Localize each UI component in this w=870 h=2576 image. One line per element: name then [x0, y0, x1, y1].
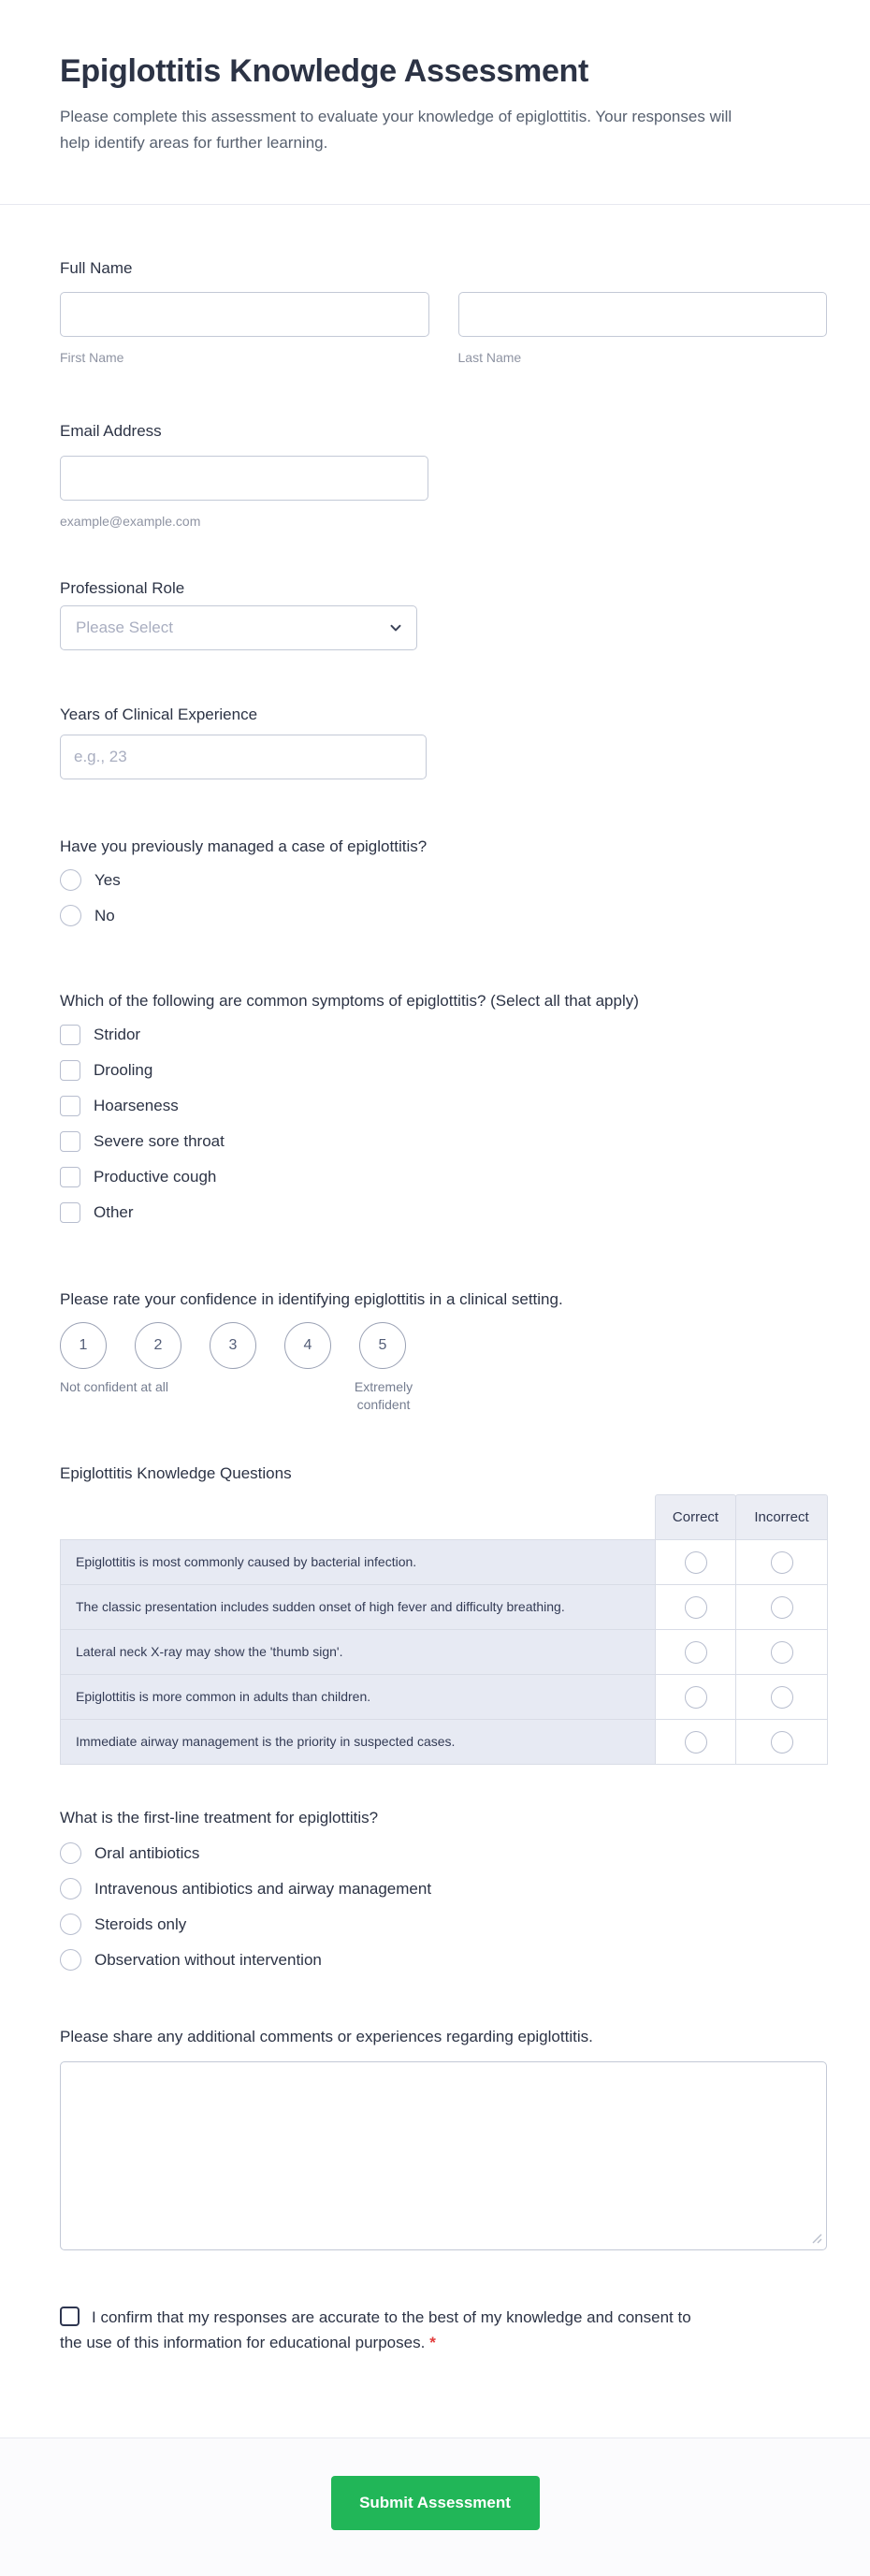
confidence-scale	[60, 1322, 827, 1412]
table-row	[60, 1674, 828, 1720]
symptom-hoarseness-option[interactable]	[60, 1096, 827, 1116]
consent-row	[60, 2305, 715, 2355]
symptom-sore-throat-label: Severe sore throat	[94, 1132, 225, 1150]
role-select[interactable]	[60, 605, 417, 650]
form-body	[0, 258, 870, 2438]
symptom-hoarseness-checkbox[interactable]	[60, 1096, 80, 1116]
treatment-observation-label: Observation without intervention	[94, 1950, 322, 1969]
question-managed-case	[60, 837, 827, 926]
knowledge-column-correct: Correct	[655, 1494, 736, 1540]
knowledge-heading: Epiglottitis Knowledge Questions	[60, 1464, 292, 1482]
symptom-drooling-option[interactable]	[60, 1060, 827, 1081]
correct-radio-cell	[655, 1629, 736, 1675]
first-name-sublabel: First Name	[60, 350, 124, 365]
row2-incorrect-radio[interactable]	[771, 1596, 793, 1619]
incorrect-radio-cell	[735, 1539, 828, 1585]
knowledge-header-row	[60, 1494, 828, 1540]
treatment-iv-radio[interactable]	[60, 1878, 81, 1899]
email-sublabel: example@example.com	[60, 514, 201, 529]
question-comments	[60, 2027, 827, 2255]
symptom-productive-cough-option[interactable]	[60, 1167, 827, 1187]
managed-yes-radio[interactable]	[60, 869, 81, 891]
symptom-stridor-option[interactable]	[60, 1025, 827, 1045]
symptom-stridor-label: Stridor	[94, 1026, 141, 1043]
scale-circle-5[interactable]: 5	[359, 1322, 406, 1369]
symptom-other-checkbox[interactable]	[60, 1202, 80, 1223]
managed-no-radio[interactable]	[60, 905, 81, 926]
symptom-drooling-label: Drooling	[94, 1061, 153, 1079]
comments-textarea[interactable]	[60, 2061, 827, 2250]
treatment-steroids-label: Steroids only	[94, 1914, 187, 1933]
question-knowledge-table	[60, 1463, 827, 1765]
scale-circle-4[interactable]: 4	[284, 1322, 331, 1369]
symptom-stridor-checkbox[interactable]	[60, 1025, 80, 1045]
symptom-productive-cough-label: Productive cough	[94, 1168, 217, 1186]
full-name-label: Full Name	[60, 259, 133, 277]
statement-cell: Epiglottitis is most commonly caused by bacterial infection.	[60, 1539, 656, 1585]
treatment-steroids-option[interactable]	[60, 1914, 827, 1935]
correct-radio-cell	[655, 1674, 736, 1720]
managed-case-label: Have you previously managed a case of epiglottitis?	[60, 837, 428, 855]
scale-max-label: Extremely confident	[354, 1379, 413, 1412]
form-header	[0, 0, 870, 205]
statement-cell: Immediate airway management is the priority in suspected cases.	[60, 1719, 656, 1765]
table-row	[60, 1629, 828, 1675]
question-experience	[60, 705, 827, 779]
row3-incorrect-radio[interactable]	[771, 1641, 793, 1664]
symptom-sore-throat-option[interactable]	[60, 1131, 827, 1152]
knowledge-column-incorrect: Incorrect	[735, 1494, 828, 1540]
table-row	[60, 1539, 828, 1585]
consent-checkbox[interactable]	[60, 2307, 80, 2326]
treatment-steroids-radio[interactable]	[60, 1914, 81, 1935]
managed-no-label: No	[94, 906, 115, 924]
last-name-input[interactable]	[458, 292, 828, 337]
symptom-productive-cough-checkbox[interactable]	[60, 1167, 80, 1187]
correct-radio-cell	[655, 1719, 736, 1765]
email-label: Email Address	[60, 422, 162, 440]
page-description: Please complete this assessment to evaluate your knowledge of epiglottitis. Your responses will help identify areas for further learning.	[60, 108, 732, 152]
last-name-sublabel: Last Name	[457, 350, 522, 365]
submit-button[interactable]: Submit Assessment	[331, 2476, 540, 2530]
managed-yes-label: Yes	[94, 870, 121, 889]
incorrect-radio-cell	[735, 1674, 828, 1720]
treatment-oral-option[interactable]	[60, 1842, 827, 1864]
incorrect-radio-cell	[735, 1629, 828, 1675]
treatment-observation-radio[interactable]	[60, 1949, 81, 1971]
scale-min-label: Not confident at all	[60, 1379, 168, 1394]
row5-incorrect-radio[interactable]	[771, 1731, 793, 1754]
symptom-other-option[interactable]	[60, 1202, 827, 1223]
row3-correct-radio[interactable]	[685, 1641, 707, 1664]
scale-circle-1[interactable]: 1	[60, 1322, 107, 1369]
scale-circle-2[interactable]: 2	[135, 1322, 181, 1369]
question-symptoms	[60, 991, 827, 1223]
treatment-oral-label: Oral antibiotics	[94, 1843, 200, 1862]
experience-input[interactable]	[60, 735, 427, 779]
symptom-drooling-checkbox[interactable]	[60, 1060, 80, 1081]
question-professional-role	[60, 578, 827, 650]
confidence-label: Please rate your confidence in identifying epiglottitis in a clinical setting.	[60, 1290, 563, 1308]
symptoms-label: Which of the following are common symptoms of epiglottitis? (Select all that apply)	[60, 992, 639, 1010]
row1-correct-radio[interactable]	[685, 1551, 707, 1574]
table-row	[60, 1719, 828, 1765]
page-title: Epiglottitis Knowledge Assessment	[60, 53, 589, 89]
treatment-observation-option[interactable]	[60, 1949, 827, 1971]
treatment-label: What is the first-line treatment for epiglottitis?	[60, 1809, 379, 1826]
question-full-name	[60, 258, 827, 365]
symptom-sore-throat-checkbox[interactable]	[60, 1131, 80, 1152]
question-confidence	[60, 1289, 827, 1412]
knowledge-table	[60, 1494, 828, 1765]
incorrect-radio-cell	[735, 1584, 828, 1630]
managed-no-option[interactable]	[60, 905, 827, 926]
managed-yes-option[interactable]	[60, 869, 827, 891]
symptom-hoarseness-label: Hoarseness	[94, 1097, 179, 1114]
table-row	[60, 1584, 828, 1630]
scale-circle-3[interactable]: 3	[210, 1322, 256, 1369]
row5-correct-radio[interactable]	[685, 1731, 707, 1754]
row4-correct-radio[interactable]	[685, 1686, 707, 1709]
required-asterisk: *	[429, 2334, 436, 2351]
experience-label: Years of Clinical Experience	[60, 706, 258, 723]
statement-cell: The classic presentation includes sudden onset of high fever and difficulty breathing.	[60, 1584, 656, 1630]
chevron-down-icon	[388, 620, 403, 635]
treatment-iv-option[interactable]	[60, 1878, 827, 1899]
row4-incorrect-radio[interactable]	[771, 1686, 793, 1709]
correct-radio-cell	[655, 1539, 736, 1585]
first-name-input[interactable]	[60, 292, 429, 337]
correct-radio-cell	[655, 1584, 736, 1630]
row1-incorrect-radio[interactable]	[771, 1551, 793, 1574]
statement-cell: Lateral neck X-ray may show the 'thumb sign'.	[60, 1629, 656, 1675]
incorrect-radio-cell	[735, 1719, 828, 1765]
question-treatment	[60, 1808, 827, 1971]
role-select-placeholder: Please Select	[76, 619, 173, 636]
consent-label: I confirm that my responses are accurate to the best of my knowledge and consent to the use of this information for educational purposes.	[60, 2308, 691, 2351]
form-footer	[0, 2438, 870, 2576]
statement-cell: Epiglottitis is more common in adults than children.	[60, 1674, 656, 1720]
symptom-other-label: Other	[94, 1203, 134, 1221]
comments-label: Please share any additional comments or experiences regarding epiglottitis.	[60, 2028, 593, 2045]
question-email	[60, 421, 827, 529]
knowledge-header-empty-cell	[60, 1494, 656, 1540]
treatment-iv-label: Intravenous antibiotics and airway management	[94, 1879, 432, 1898]
role-label: Professional Role	[60, 579, 185, 597]
email-input[interactable]	[60, 456, 428, 501]
row2-correct-radio[interactable]	[685, 1596, 707, 1619]
treatment-oral-radio[interactable]	[60, 1842, 81, 1864]
